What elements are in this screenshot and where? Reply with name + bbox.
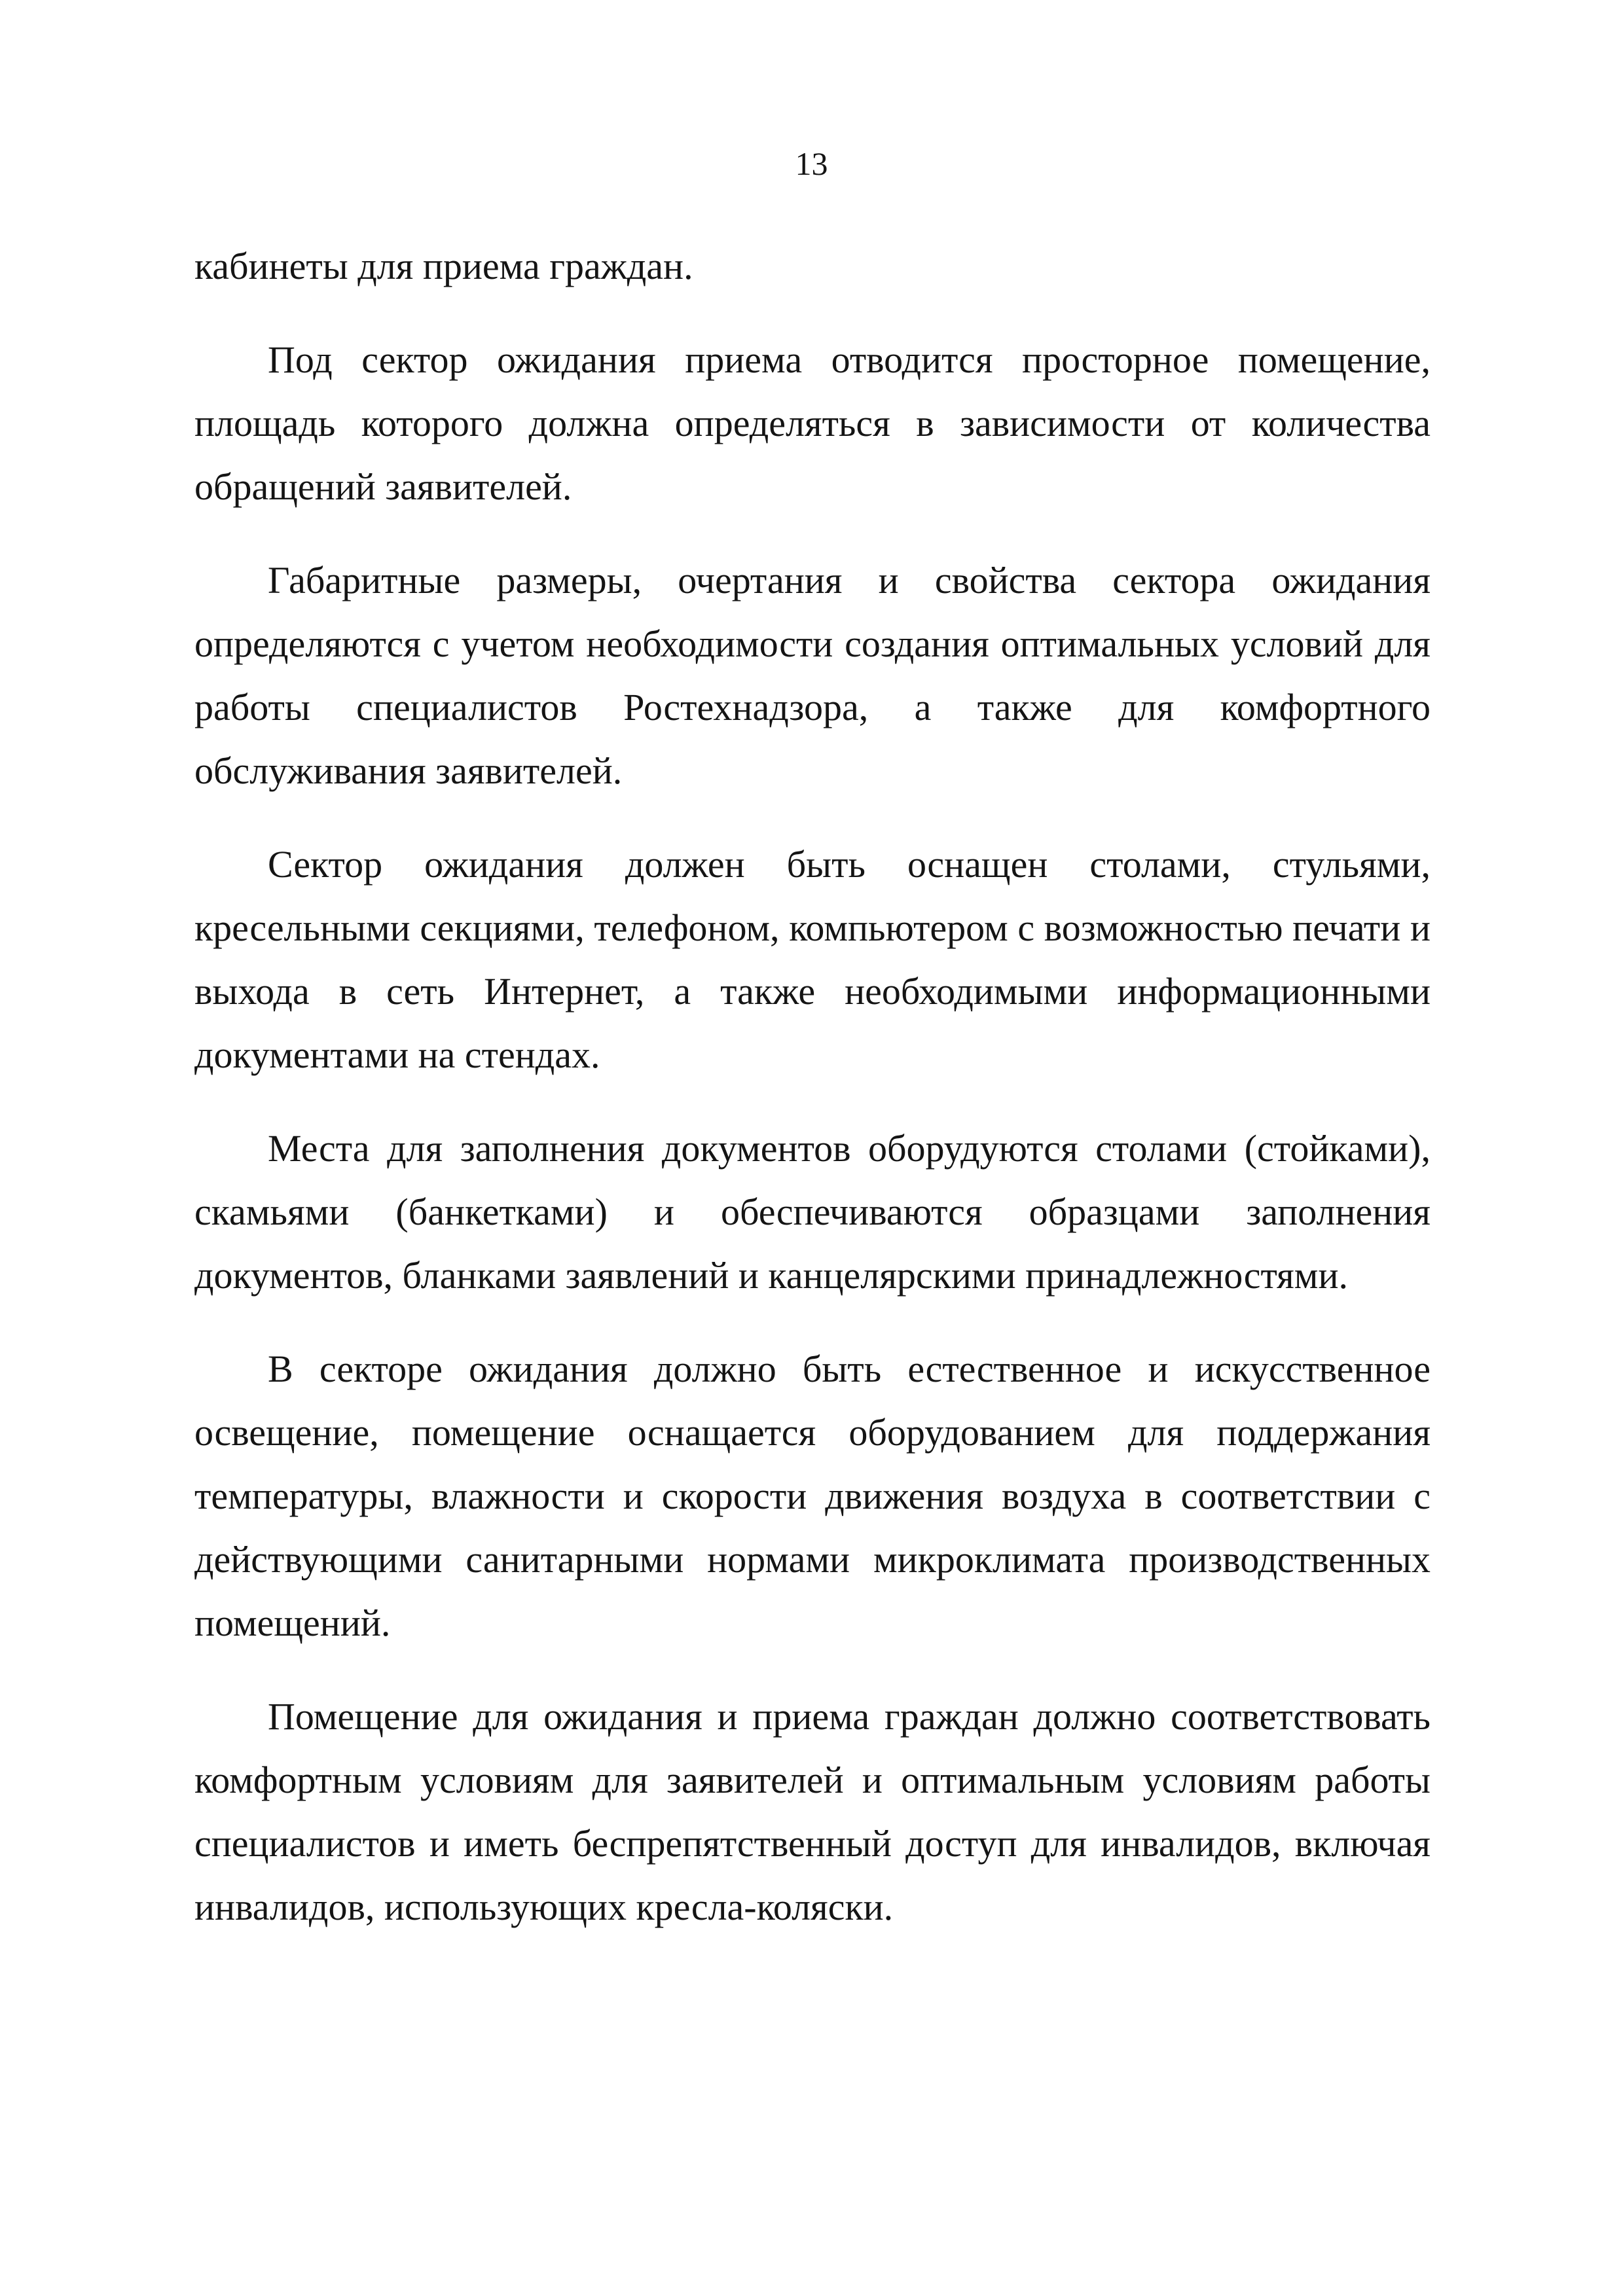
page-number: 13 — [795, 145, 828, 182]
paragraph-accessibility: Помещение для ожидания и приема граждан должно соответствовать комфортным условиям для заявителей и оптимальным условиям работы специалистов и иметь беспрепятственный доступ для инвалидов, включая инвалидов, использующих кресла-коляски. — [194, 1695, 1431, 1928]
paragraph-dimensions: Габаритные размеры, очертания и свойства сектора ожидания определяются с учетом необходимости создания оптимальных условий для работы специалистов Ростехнадзора, а также для комфортного обслуживания заявителей. — [194, 559, 1431, 792]
paragraph-waiting-sector-room: Под сектор ожидания приема отводится просторное помещение, площадь которого должна определяться в зависимости от количества обращений заявителей. — [194, 338, 1431, 508]
paragraph-document-filling-places: Места для заполнения документов оборудуются столами (стойками), скамьями (банкетками) и обеспечиваются образцами заполнения документов, бланками заявлений и канцелярскими принадлежностями. — [194, 1127, 1431, 1297]
paragraph-lighting-climate: В секторе ожидания должно быть естественное и искусственное освещение, помещение оснащается оборудованием для поддержания температуры, влажности и скорости движения воздуха в соответствии с действующими санитарными нормами микроклимата производственных помещений. — [194, 1348, 1431, 1644]
paragraph-continuation: кабинеты для приема граждан. — [194, 245, 693, 287]
paragraph-equipment: Сектор ожидания должен быть оснащен столами, стульями, кресельными секциями, телефоном, компьютером с возможностью печати и выхода в сеть Интернет, а также необходимыми информационными документами на стендах. — [194, 843, 1431, 1076]
body-text — [194, 234, 1431, 1969]
